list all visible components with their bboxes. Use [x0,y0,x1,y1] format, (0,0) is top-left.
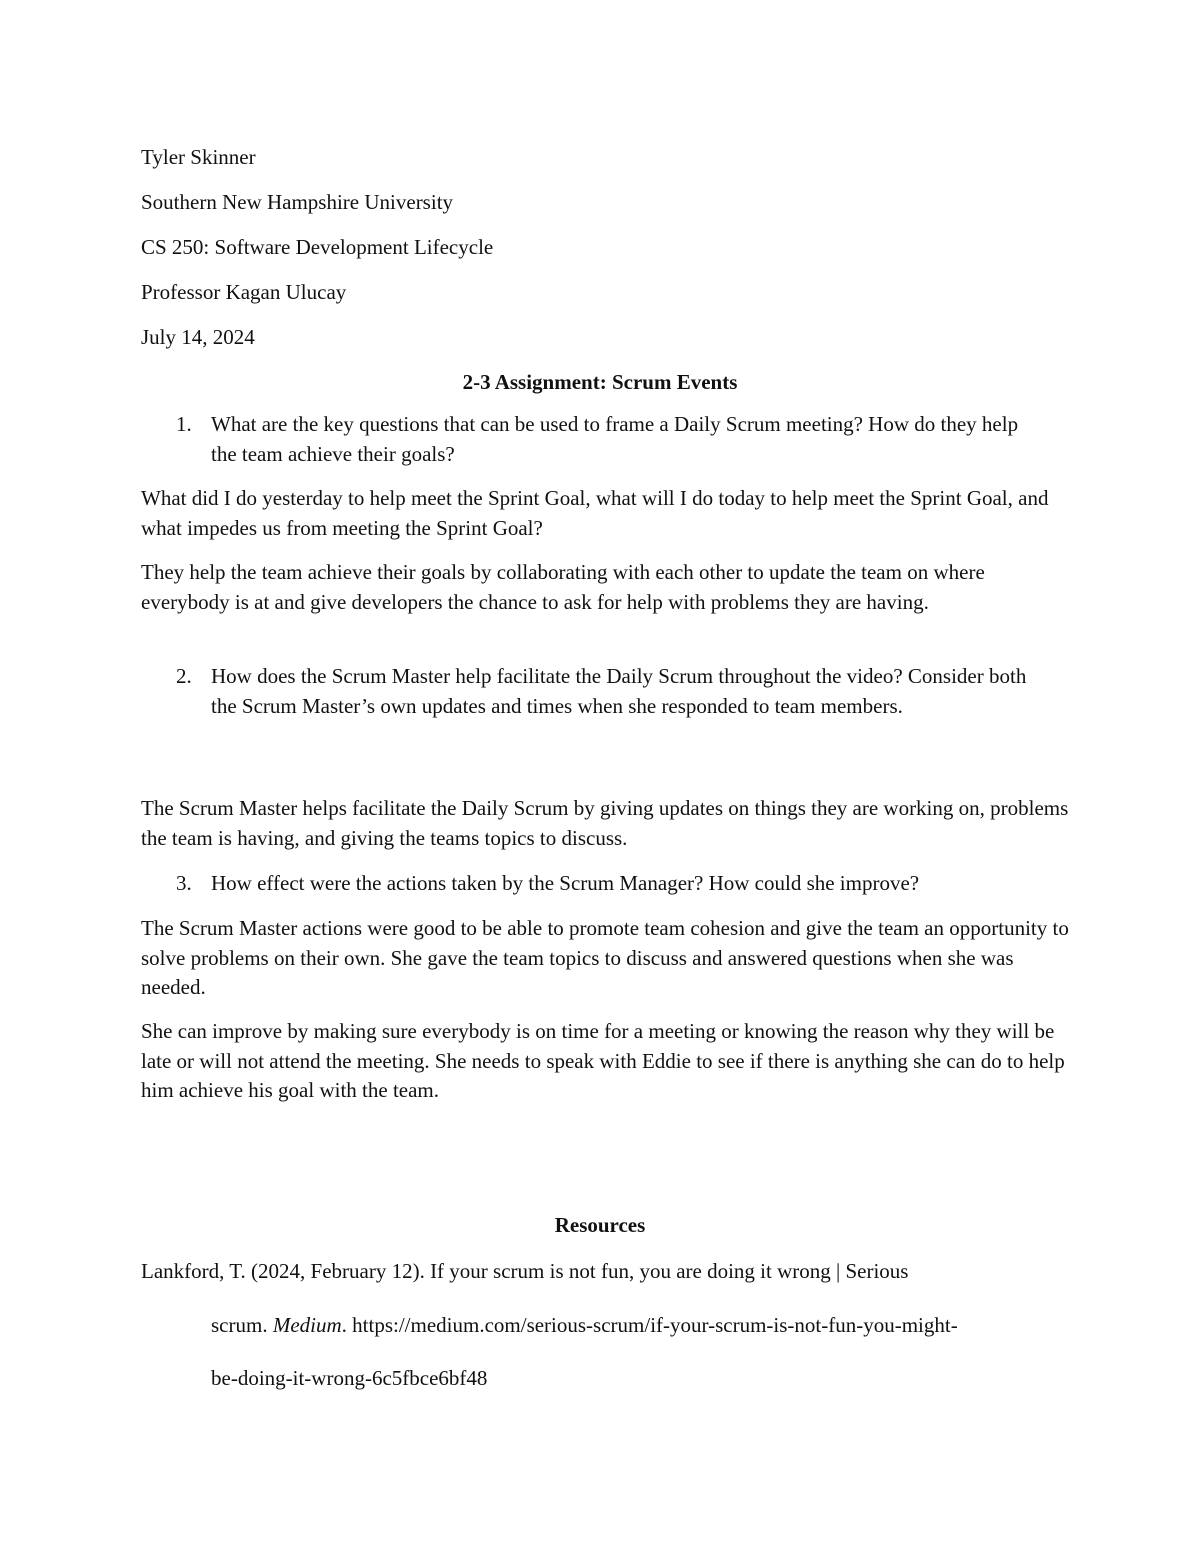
answer-paragraph: The Scrum Master helps facilitate the Daily Scrum by giving updates on things they are working on, problems the team is having, and giving the teams topics to discuss. [141,796,1069,850]
answer-paragraph: They help the team achieve their goals by collaborating with each other to update the team on where everybody is at and give developers the chance to ask for help with problems they are having. [141,560,985,614]
question-text: How does the Scrum Master help facilitate the Daily Scrum throughout the video? Consider both the Scrum Master’s own updates and times when she responded to team members. [211,664,1027,718]
answer-paragraph: The Scrum Master actions were good to be able to promote team cohesion and give the team an opportunity to solve problems on their own. She gave the team topics to discuss and answered questions when she was needed. [141,916,1069,999]
author-name: Tyler Skinner [141,145,256,169]
reference-text: scrum. [211,1313,273,1337]
reference-line-2 [211,1315,958,1336]
course-name: CS 250: Software Development Lifecycle [141,235,494,259]
professor-name: Professor Kagan Ulucay [141,280,347,304]
assignment-title: 2-3 Assignment: Scrum Events [462,370,738,394]
reference-line-3: be-doing-it-wrong-6c5fbce6bf48 [211,1366,488,1390]
institution-name: Southern New Hampshire University [141,190,454,214]
document-date: July 14, 2024 [141,325,255,349]
resources-heading: Resources [554,1213,646,1237]
question-number: 2. [176,664,192,688]
reference-url: . https://medium.com/serious-scrum/if-your-scrum-is-not-fun-you-might- [341,1313,958,1337]
journal-name: Medium [272,1313,342,1337]
question-number: 3. [176,871,192,895]
reference-line-1: Lankford, T. (2024, February 12). If your scrum is not fun, you are doing it wrong | Serious [141,1259,909,1283]
answer-paragraph: She can improve by making sure everybody is on time for a meeting or knowing the reason why they will be late or will not attend the meeting. She needs to speak with Eddie to see if there is anything she can do to help him achieve his goal with the team. [141,1019,1065,1102]
question-text: How effect were the actions taken by the Scrum Manager? How could she improve? [211,871,920,895]
question-text: What are the key questions that can be used to frame a Daily Scrum meeting? How do they help the team achieve their goals? [211,412,1019,466]
answer-paragraph: What did I do yesterday to help meet the Sprint Goal, what will I do today to help meet the Sprint Goal, and what impedes us from meeting the Sprint Goal? [141,486,1049,540]
question-number: 1. [176,412,192,436]
